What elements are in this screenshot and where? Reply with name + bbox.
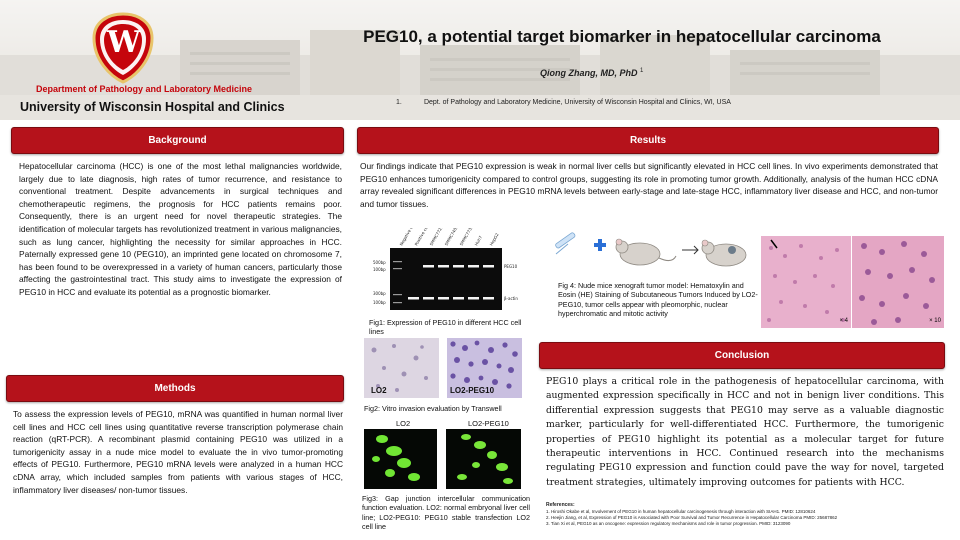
fig1-caption: Fig1: Expression of PEG10 in different HCC cell lines bbox=[369, 318, 522, 337]
background-text: Hepatocellular carcinoma (HCC) is one of the most lethal malignancies worldwide, largely due to late diagnosis, high rates of tumor recurrence, and resistance to conventional treatment. Despite advancements in surgical techniques and chemotherapeutic regimens, the prognosis for HCC patients remains poor. Consequently, there is an urgent need for novel therapeutic strategies. The identification of molecular targets has revolutionized treatment in various malignancies, such as lung cancer, highlighting the necessity for similar approaches in HCC. Paternally expressed gene 10 (PEG10), an imprinted gene located on chromosome 7, has been found to be overexpressed in a variety of human cancers, particularly those affecting the gastrointestinal tract. This study aims to investigate the expression of PEG10 in HCC and evaluate its potential as a prognostic biomarker. bbox=[19, 161, 342, 298]
fig1-gel-image bbox=[362, 228, 530, 316]
fig3-lo2-image bbox=[364, 429, 437, 489]
fig3-lo2-peg10-image bbox=[446, 429, 521, 489]
fig4-he-high-mag bbox=[852, 236, 944, 328]
fig4-he-low-mag bbox=[761, 236, 851, 328]
lane-label: SMMC7721 bbox=[428, 228, 445, 247]
affiliation-text: Dept. of Pathology and Laboratory Medicine, University of Wisconsin Hospital and Clinics, WI, USA bbox=[423, 99, 731, 106]
author-name: Qiong Zhang, MD, PhD bbox=[540, 68, 638, 78]
fig4-mag-left: × 4 bbox=[839, 318, 848, 324]
fig4-xenograft-schematic bbox=[548, 228, 758, 278]
university-name: University of Wisconsin Hospital and Clinics bbox=[20, 100, 285, 114]
conclusion-heading: Conclusion bbox=[539, 342, 945, 369]
band-label-actin: β-actin bbox=[504, 296, 518, 301]
fig2-right-label: LO2-PEG10 bbox=[450, 386, 495, 395]
background-heading: Background bbox=[11, 127, 344, 154]
fig3-lo2-peg10-fluorescence bbox=[446, 429, 521, 489]
methods-text: To assess the expression levels of PEG10, mRNA was quantified in human normal liver cell lines and HCC cell lines using quantitative reverse transcription polymerase chain reaction (qRT-PCR). A recombinant plasmid containing PEG10 was utilized in a tumorigenicity assay in a nude mice model to evaluate the in vivo tumor-promoting effects of PEG10. Furthermore, PEG10 mRNA levels were analyzed in a human HCC cDNA array, which included samples from patients with various stages of HCC, inflammatory liver diseases/ non-tumor tissues. bbox=[13, 409, 343, 495]
fig3-left-label: LO2 bbox=[396, 419, 411, 428]
fig3-lo2-fluorescence bbox=[364, 429, 437, 489]
fig2-caption: Fig2: Vitro invasion evaluation by Transwell bbox=[364, 404, 502, 413]
affiliation-number: 1. bbox=[396, 99, 402, 106]
ladder-label: 500bp bbox=[373, 260, 386, 265]
reference-item: 1. Hiroshi Okabe et al, Involvement of PEG10 in human hepatocellular carcinogenesis through interaction with SIAH1. PMID: 12810624 bbox=[546, 508, 816, 514]
results-heading: Results bbox=[357, 127, 939, 154]
author-superscript: 1 bbox=[640, 68, 644, 74]
author-line bbox=[540, 68, 643, 78]
affiliation bbox=[396, 99, 731, 106]
fig2-left-label: LO2 bbox=[371, 386, 387, 395]
crest-letter: W bbox=[107, 25, 141, 60]
ladder-label: 300bp bbox=[373, 291, 386, 296]
ladder-label: 100bp bbox=[373, 300, 386, 305]
ladder-label: 100bp bbox=[373, 267, 386, 272]
results-text: Our findings indicate that PEG10 expression is weak in normal liver cells but significantly elevated in HCC cell lines. In vivo experiments demonstrated that PEG10 enhances tumorigenicity compared to control groups, suggesting its role in promoting tumor growth. Additionally, analysis of the human HCC cDNA array revealed significant differences in PEG10 mRNA levels between early-stage and late-stage HCC, inflammatory liver disease and HCC, and non-tumor and tumor tissues. bbox=[360, 161, 938, 209]
lane-label: HepG2 bbox=[488, 232, 500, 247]
fig4-mouse-diagram bbox=[548, 228, 758, 278]
department-name: Department of Pathology and Laboratory Medicine bbox=[36, 84, 253, 94]
fig1-gel-panel bbox=[362, 228, 530, 316]
methods-heading: Methods bbox=[6, 375, 344, 402]
poster-title: PEG10, a potential target biomarker in hepatocellular carcinoma bbox=[363, 27, 881, 46]
lane-label: SMMC7733 bbox=[458, 228, 475, 247]
band-label-peg10: PEG10 bbox=[504, 264, 518, 269]
fig4-caption: Fig 4: Nude mice xenograft tumor model: Hematoxylin and Eosin (HE) Staining of Subcutaneous Tumors Induced by LO2-PEG10, tumor cells appear with pleomorphic, nuclear hyperchromatic and mitotic activity bbox=[558, 281, 758, 319]
fig4-mag-right: × 10 bbox=[929, 318, 941, 324]
poster-header bbox=[0, 0, 960, 120]
fig3-right-label: LO2-PEG10 bbox=[468, 419, 509, 428]
fig4-he-high-mag-tissue bbox=[852, 236, 944, 328]
conclusion-text: PEG10 plays a critical role in the pathogenesis of hepatocellular carcinoma, with augmented expression specifically in HCC and not in benign liver conditions. This differential expression suggests that PEG10 may serve as a valuable diagnostic marker, particularly for well-differentiated HCC. Furthermore, the tumorigenic properties of PEG10 highlight its potential as a molecular target for future therapeutic interventions in HCC. Continued research into the mechanisms regulating PEG10 expression and function could pave the way for novel, targeted treatment strategies, ultimately improving outcomes for patients with HCC. bbox=[546, 376, 944, 488]
reference-item: 2. Heejin Jiang, et al, Expression of PEG10 is Associated with Poor Survival and Tumor Recurrence in Hepatocellular Carcinoma PMID: 25687862 bbox=[546, 514, 838, 520]
lane-label: Huh7 bbox=[473, 234, 484, 247]
references bbox=[546, 502, 946, 527]
fig2-lo2-peg10-image bbox=[447, 338, 522, 398]
reference-item: 3. Tian Xi et al, PEG10 as an oncogene: expression regulatory mechanisms and role in tumor progression. PMID: 3123090 bbox=[546, 520, 791, 526]
fig4-he-low-mag-tissue bbox=[761, 236, 851, 328]
lane-label: SMMC7402 bbox=[443, 228, 460, 247]
fig2-lo2-image bbox=[364, 338, 439, 398]
references-heading: References: bbox=[546, 502, 575, 508]
fig3-caption: Fig3: Gap junction intercellular communication function evaluation. LO2: normal embryonal liver cell line; LO2-PEG10: PEG10 stable transfection LO2 cell line bbox=[362, 494, 530, 532]
